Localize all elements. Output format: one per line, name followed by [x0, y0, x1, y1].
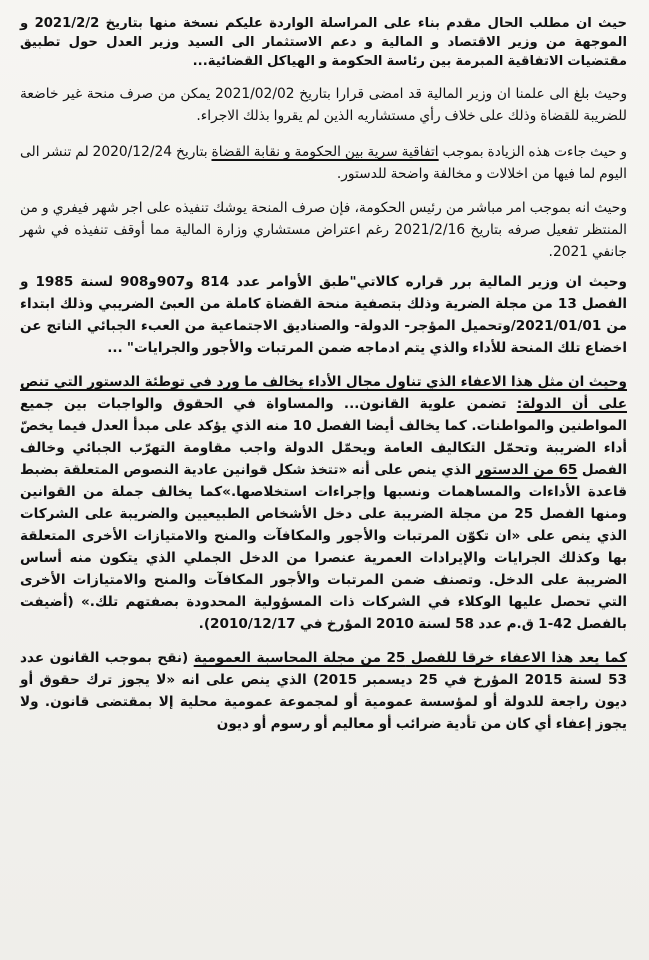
paragraph-2 — [20, 83, 627, 127]
paragraph-7 — [20, 647, 627, 735]
text-run: حيث ان مطلب الحال مقدم بناء على المراسلة الواردة عليكم نسخة منها بتاريخ 2021/2/2 و الموجهة من وزير الاقتصاد و المالية و دعم الاستثمار الى السيد وزير العدل حول تطبيق مقتضيات الاتفاقية المبرمة بين رئاسة الحكومة و الهياكل القضائية... — [20, 16, 627, 69]
paragraph-3 — [20, 141, 627, 185]
underlined-phrase: 65 من الدستور — [475, 462, 578, 478]
text-run: وحيث ان وزير المالية برر قراره كالاتي"طبق الأوامر عدد 814 و907و908 لسنة 1985 و الفصل 13 من مجلة الضرية وذلك بتصفية منحة القضاة كاملة من العبئ الضريبي وذلك ابتداء من 2021/01/01/وتحميل المؤجر- الدولة- والصناديق الاجتماعية من العبء الجبائي الناتج عن اخضاع تلك المنحة للأداء والذي يتم ادماجه ضمن المرتبات والأجور والجرايات" ... — [20, 274, 627, 356]
text-run: و حيث جاءت هذه الزيادة بموجب — [438, 144, 627, 160]
text-run: (نقح بموجب القانون عدد 53 لسنة 2015 المؤرخ في 25 ديسمبر 2015) الذي ينص على انه «لا يجوز ترك حقوق أو ديون راجعة للدولة أو لمؤسسة عمومية أو لمجموعة عمومية محلية إلا بمقتضى قانون. ولا يجوز إعفاء أي كان من تأدية ضرائب أو معاليم أو رسوم أو ديون — [20, 650, 628, 732]
text-run: تضمن علوية القانون... والمساواة في الحقوق والواجبات بين جميع المواطنين والمواطنات. كما يخالف أيضا الفصل 10 منه الذي يؤكد على مبدأ العدل فيما يخصّ أداء الضريبة وتحمّل التكاليف العامة ويحمّل الدولة واجب مقاومة التهرّب الجبائي وخالف الفصل — [20, 396, 627, 478]
text-run: وحيث انه بموجب امر مباشر من رئيس الحكومة، فإن صرف المنحة يوشك تنفيذه على اجر شهر فيفري و من المنتظر تفعيل صرفه بتاريخ 2021/2/16 رغم اعتراض مستشاري وزارة المالية مما أوقف تنفيذه في شهر جانفي 2021. — [20, 200, 627, 260]
paragraph-5 — [20, 271, 627, 359]
text-run: الذي ينص على أنه «تتخذ شكل قوانين عادية النصوص المتعلقة بضبط قاعدة الأداءات والمساهمات ونسبها وإجراءات استخلاصها.»كما يخالف جملة من القوانين ومنها الفصل 25 من مجلة الضريبة على دخل الأشخاص الطبيعيين والضريبة على الشركات الذي ينص على «ان تكوّن المرتبات والأجور والمكافآت والمنح والامتيازات الأخرى المتعلقة بها وكذلك الجرايات والإيرادات العمرية عنصرا من الدخل الجملي الذي يتكون منه أساس الضريبة على الدخل. وتصنف ضمن المرتبات والأجور المكافآت والمنح والامتيازات الأخرى التي تحصل عليها الوكلاء في الشركات ذات المسؤولية المحدودة بصفتهم تلك.» (أضيفت بالفصل 42-1 ق.م عدد 58 لسنة 2010 المؤرخ في 2010/12/17). — [20, 462, 627, 632]
underlined-phrase: اتفاقية سرية بين الحكومة و نقابة القضاة — [211, 144, 439, 160]
text-run: وحيث بلغ الى علمنا ان وزير المالية قد امضى قرارا بتاريخ 2021/02/02 يمكن من صرف منحة غير خاضعة للضريبة للقضاة وذلك على خلاف رأي مستشاريه الذين لم يقروا بذلك الاجراء. — [20, 86, 627, 124]
underlined-phrase: كما يعد هذا الاعفاء خرقا للفصل 25 من مجلة المحاسبة العمومية — [193, 650, 627, 666]
underlined-phrase: وحيث ان مثل هذا الاعفاء الذي تناول مجال الأداء يخالف ما ورد في توطئة الدستور التي تنص على أن الدولة: — [20, 374, 627, 412]
text-run: بتاريخ 2020/12/24 لم تنشر الى اليوم لما فيها من اخلالات و مخالفة واضحة للدستور. — [20, 144, 627, 182]
paragraph-1 — [20, 14, 627, 71]
paragraph-4 — [20, 197, 627, 263]
paragraph-6 — [20, 371, 627, 635]
